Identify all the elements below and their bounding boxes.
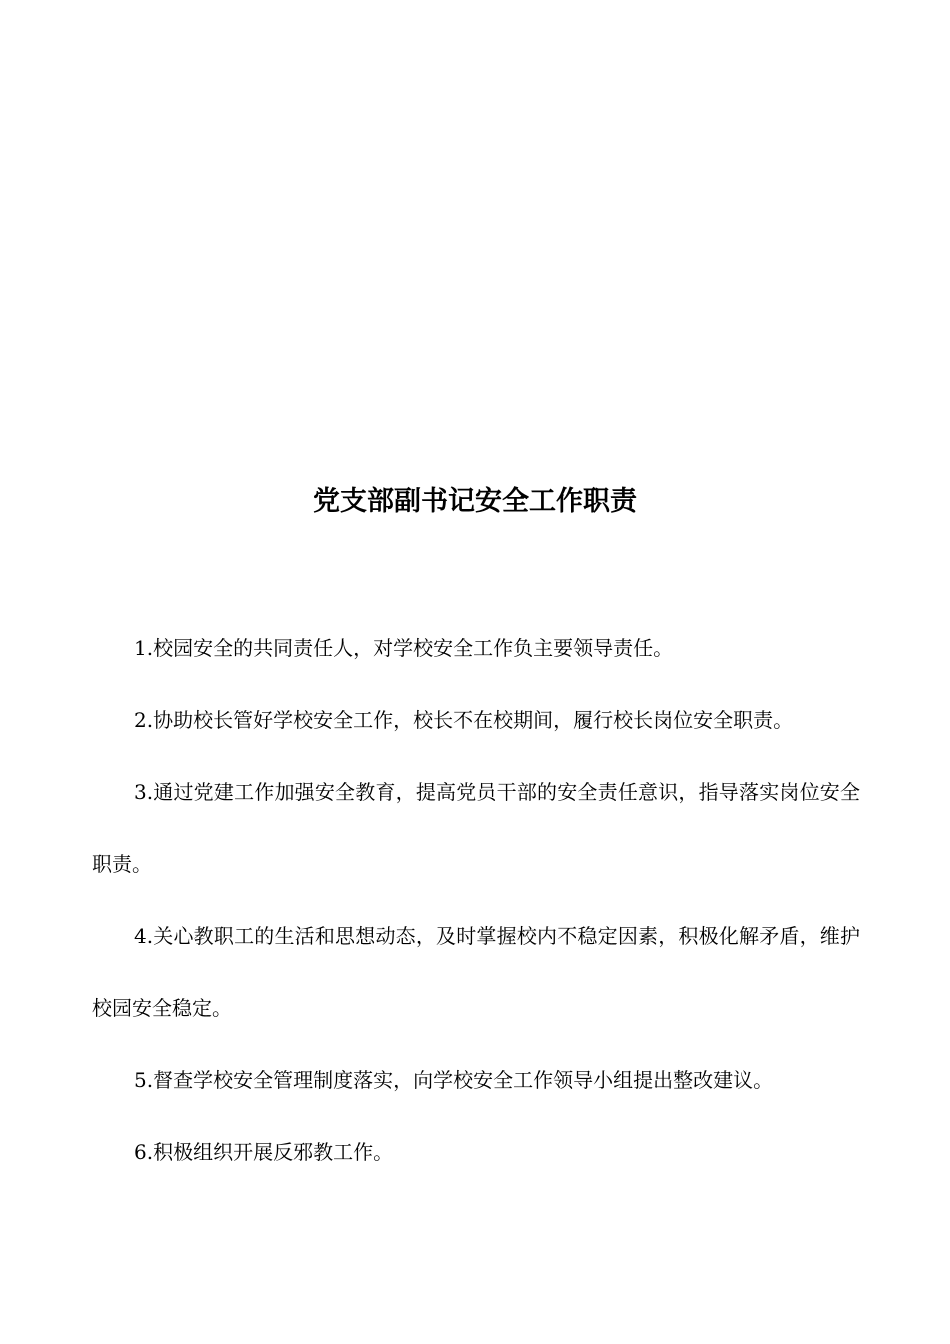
duty-item-2: 2.协助校长管好学校安全工作，校长不在校期间，履行校长岗位安全职责。 <box>134 708 794 732</box>
duty-item-1: 1.校园安全的共同责任人，对学校安全工作负主要领导责任。 <box>134 636 674 660</box>
duty-item-5: 5.督查学校安全管理制度落实，向学校安全工作领导小组提出整改建议。 <box>134 1068 774 1092</box>
document-body <box>92 612 860 1188</box>
duty-item-3: 3.通过党建工作加强安全教育，提高党员干部的安全责任意识，指导落实岗位安全职责。 <box>92 780 860 876</box>
duty-item-4: 4.关心教职工的生活和思想动态，及时掌握校内不稳定因素，积极化解矛盾，维护校园安全稳定。 <box>92 924 860 1020</box>
duty-item-6: 6.积极组织开展反邪教工作。 <box>134 1140 394 1164</box>
document-title: 党支部副书记安全工作职责 <box>313 486 637 517</box>
